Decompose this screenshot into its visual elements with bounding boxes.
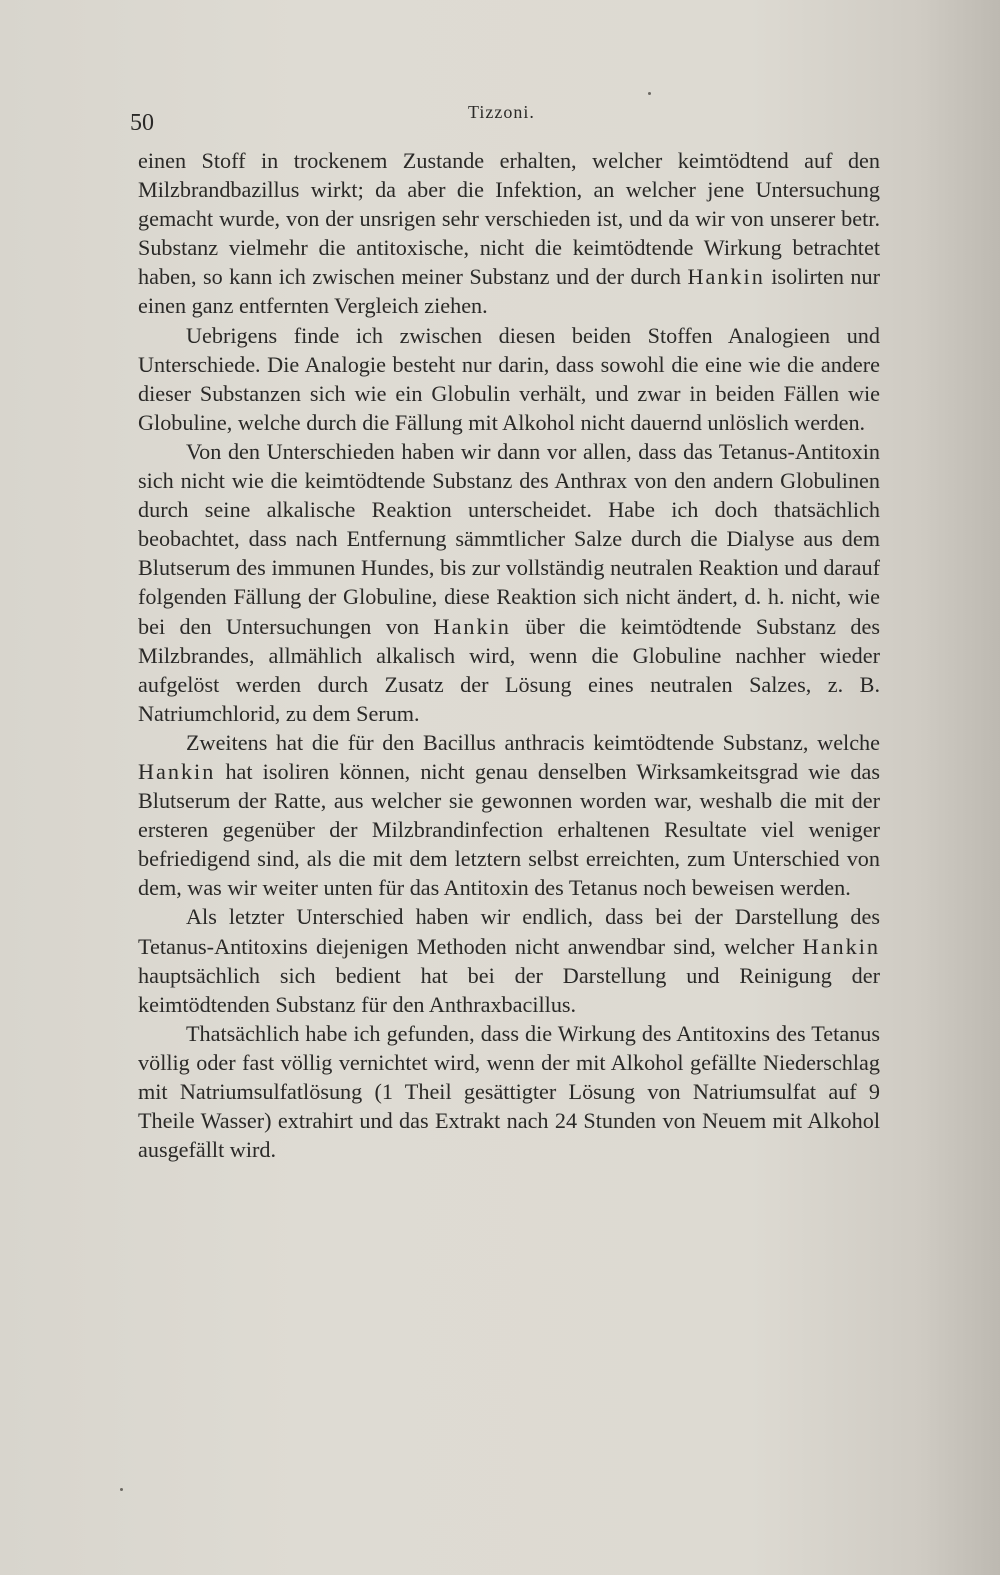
paragraph-6: Thatsächlich habe ich gefunden, dass die Wirkung des Antitoxins des Tetanus völlig oder fast völlig vernichtet wird, wenn der mit Alkohol gefällte Niederschlag mit Natriumsulfatlösung (1 Theil gesättigter Lösung von Natriumsulfat auf 9 Theile Wasser) extrahirt und das Extrakt nach 24 Stunden von Neuem mit Alkohol ausgefällt wird. — [138, 1020, 880, 1163]
paragraph-5-text-a: Als letzter Unterschied haben wir endlich, dass bei der Darstellung des Tetanus-Antitoxins diejenigen Methoden nicht anwendbar sind, welcher — [138, 904, 880, 959]
paragraph-2: Uebrigens finde ich zwischen diesen beiden Stoffen Analogieen und Unterschiede. Die Analogie besteht nur darin, dass sowohl die eine wie die andere dieser Substanzen sich wie ein Globulin verhält, und zwar in beiden Fällen wie Globuline, welche durch die Fällung mit Alkohol nicht dauernd unlöslich werden. — [138, 322, 880, 435]
paragraph-3 — [138, 437, 880, 728]
running-title: Tizzoni. — [468, 102, 535, 122]
paragraph-1-text-a: einen Stoff in trockenem Zustande erhalten, welcher keimtödtend auf den Milzbrandbazillus wirkt; da aber die Infektion, an welcher jene Untersuchung gemacht wurde, von der unsrigen sehr verschieden ist, und da wir von unserer betr. Substanz vielmehr die antitoxische, nicht die keimtödtende Wirkung betrachtet haben, so kann ich zwischen meiner Substanz und der durch — [138, 148, 880, 290]
author-name-hankin: Hankin — [433, 613, 511, 639]
paragraph-4-text-a: Zweitens hat die für den Bacillus anthracis keimtödtende Substanz, welche — [186, 729, 880, 755]
paper-speck — [648, 92, 651, 95]
body-text — [138, 146, 880, 1164]
paper-speck — [120, 1488, 123, 1491]
paragraph-3-text-a: Von den Unterschieden haben wir dann vor allen, dass das Tetanus-Antitoxin sich nicht wie die keimtödtende Substanz des Anthrax von den andern Globulinen durch seine alkalische Reaktion unterscheidet. Habe ich doch thatsächlich beobachtet, dass nach Entfernung sämmtlicher Salze durch die Dialyse aus dem Blutserum des immunen Hundes, bis zur vollständig neutralen Reaktion und darauf folgenden Fällung der Globuline, diese Reaktion sich nicht ändert, d. h. nicht, wie bei den Untersuchungen von — [138, 438, 880, 639]
paragraph-4-text-b: hat isoliren können, nicht genau denselben Wirksamkeitsgrad wie das Blutserum der Ratte, aus welcher sie gewonnen worden war, weshalb die mit der ersteren gegenüber der Milzbrandinfection erhaltenen Resultate viel weniger befriedigend sind, als die mit dem letztern selbst erreichten, zum Unterschied von dem, was wir weiter unten für das Antitoxin des Tetanus noch beweisen werden. — [138, 758, 880, 901]
page-number: 50 — [130, 110, 154, 136]
paragraph-5 — [138, 902, 880, 1018]
paragraph-1 — [138, 146, 880, 321]
author-name-hankin: Hankin — [687, 264, 765, 290]
page-header — [130, 102, 880, 138]
paragraph-1-text-b: isolirten nur einen ganz entfernten Vergleich ziehen. — [138, 264, 881, 319]
author-name-hankin: Hankin — [802, 933, 880, 959]
paragraph-3-text-b: über die keimtödtende Substanz des Milzbrandes, allmählich alkalisch wird, wenn die Globuline nachher wieder aufgelöst werden durch Zusatz der Lösung eines neutralen Salzes, z. B. Natriumchlorid, zu dem Serum. — [138, 613, 880, 726]
paragraph-4 — [138, 728, 880, 903]
author-name-hankin: Hankin — [138, 758, 216, 784]
paragraph-5-text-b: hauptsächlich sich bedient hat bei der Darstellung und Reinigung der keimtödtenden Substanz für den Anthraxbacillus. — [138, 962, 880, 1017]
